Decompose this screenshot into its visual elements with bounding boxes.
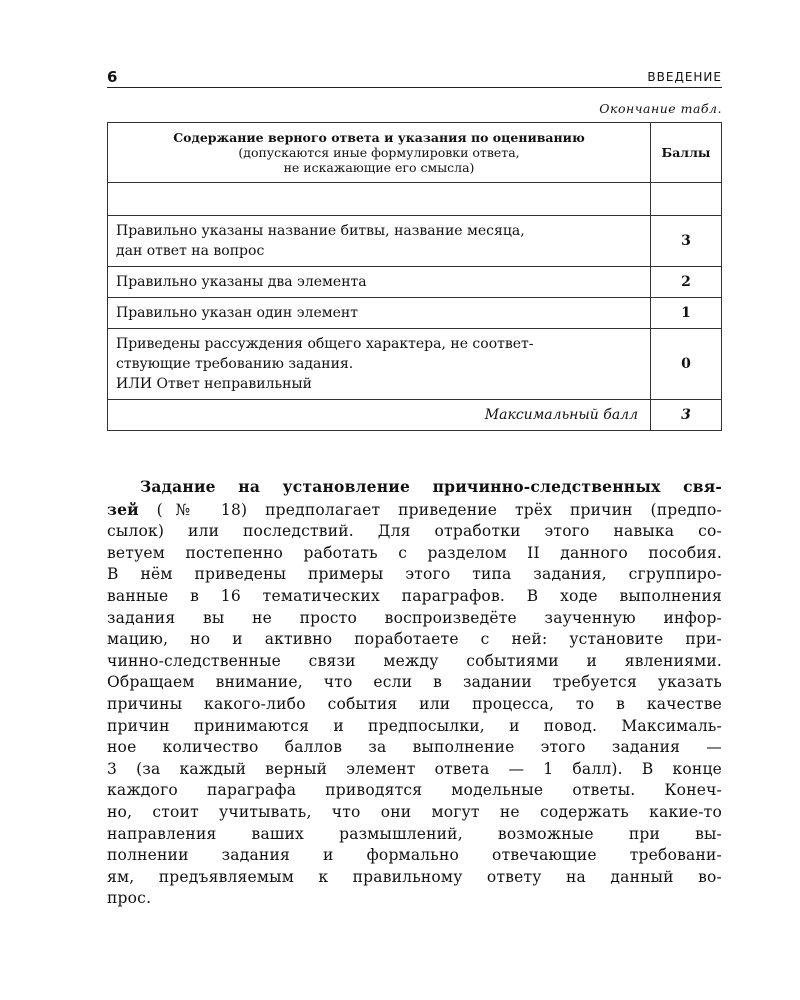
table-row: [108, 216, 722, 267]
body-paragraph: [107, 476, 722, 910]
table-row: [108, 329, 722, 400]
points-cell: 0: [651, 329, 722, 400]
paragraph-line: прос.: [107, 889, 152, 908]
points-cell: 1: [651, 298, 722, 329]
paragraph-line: мацию, но и активно поработаете с ней: установите при-: [107, 630, 722, 649]
paragraph-line: [107, 499, 722, 522]
content-column-header: [108, 123, 651, 183]
max-score-row: [108, 400, 722, 431]
criteria-cell: [108, 298, 651, 329]
paragraph-line: [107, 476, 722, 499]
page-number: 6: [107, 68, 118, 86]
content-header-line: не искажающие его смысла): [283, 160, 475, 175]
points-cell: 3: [651, 216, 722, 267]
paragraph-line: ветуем постепенно работать с разделом II данного пособия.: [107, 543, 722, 562]
paragraph-line: направления ваших размышлений, возможные при вы-: [107, 824, 722, 843]
criteria-cell: [108, 329, 651, 400]
paragraph-line: чинно-следственные связи между событиями и явлениями.: [107, 651, 722, 670]
paragraph-line: полнении задания и формально отвечающие требовани-: [107, 846, 722, 865]
max-score-label: Максимальный балл: [108, 400, 651, 431]
running-title: ВВЕДЕНИЕ: [647, 70, 722, 84]
page-header: [107, 70, 722, 88]
table-header-row: [108, 123, 722, 183]
criteria-cell: [108, 216, 651, 267]
criteria-line: Правильно указаны два элемента: [116, 274, 367, 290]
scoring-table: [107, 122, 722, 431]
paragraph-line: ям, предъявляемым к правильному ответу на данный во-: [107, 867, 722, 886]
table-caption: Окончание табл.: [599, 101, 722, 116]
points-cell: [651, 183, 722, 216]
paragraph-line: ное количество баллов за выполнение этого задания —: [107, 738, 722, 757]
paragraph-line: каждого параграфа приводятся модельные ответы. Конеч-: [107, 781, 722, 800]
paragraph-line: но, стоит учитывать, что они могут не содержать какие-то: [107, 802, 722, 821]
task-title: Задание на установление причинно-следственных свя-: [140, 477, 722, 496]
criteria-line: Приведены рассуждения общего характера, не соответ-: [116, 336, 534, 352]
criteria-line: ИЛИ Ответ неправильный: [116, 376, 312, 392]
table-row: [108, 298, 722, 329]
paragraph-line: В нём приведены примеры этого типа задания, сгруппиро-: [107, 565, 722, 584]
criteria-line: Правильно указан один элемент: [116, 305, 358, 321]
content-header-line: Содержание верного ответа и указания по оцениванию: [173, 130, 585, 145]
criteria-line: дан ответ на вопрос: [116, 243, 265, 259]
table-row: [108, 267, 722, 298]
points-column-header: Баллы: [651, 123, 722, 183]
paragraph-line: причины какого-либо события или процесса, то в качестве: [107, 694, 722, 713]
criteria-cell: [108, 267, 651, 298]
paragraph-line: сылок) или последствий. Для отработки этого навыка со-: [107, 522, 722, 541]
content-header-line: (допускаются иные формулировки ответа,: [238, 145, 520, 160]
criteria-line: ствующие требованию задания.: [116, 356, 354, 372]
paragraph-line: Обращаем внимание, что если в задании требуется указать: [107, 673, 722, 692]
criteria-cell: [108, 183, 651, 216]
table-row: [108, 183, 722, 216]
points-cell: 2: [651, 267, 722, 298]
max-score-value: 3: [651, 400, 722, 431]
paragraph-line: ванные в 16 тематических параграфов. В ходе выполнения: [107, 586, 722, 605]
criteria-line: Правильно указаны название битвы, название месяца,: [116, 223, 525, 239]
task-title-end: зей: [107, 499, 139, 519]
paragraph-line: 3 (за каждый верный элемент ответа — 1 балл). В конце: [107, 759, 722, 778]
paragraph-text: (№ 18) предполагает приведение трёх причин (предпо-: [138, 500, 722, 519]
paragraph-line: задания вы не просто воспроизведёте заученную инфор-: [107, 608, 722, 627]
paragraph-line: причин принимаются и предпосылки, и повод. Максималь-: [107, 716, 722, 735]
